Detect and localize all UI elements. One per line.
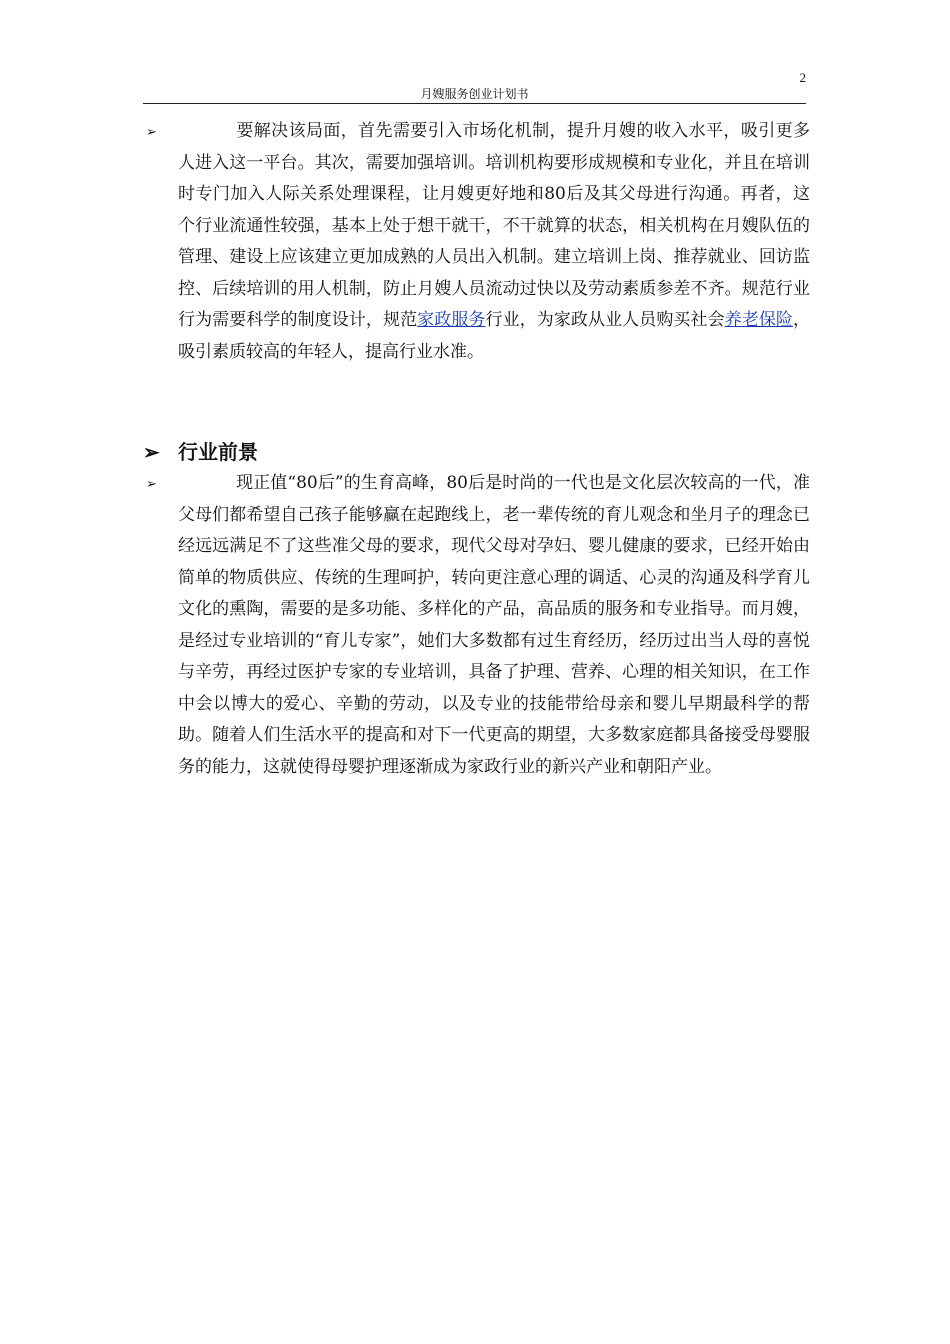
running-header-title: 月嫂服务创业计划书: [143, 86, 806, 104]
paragraph-solution-text-c: ，吸引素质较高的年轻人，提高行业水准。: [178, 310, 811, 362]
section-arrow-icon: ➢: [143, 440, 160, 464]
paragraph-industry-outlook-text: 现正值“80后”的生育高峰，80后是时尚的一代也是文化层次较高的一代，准父母们都希望自己孩子能够赢在起跑线上，老一辈传统的育儿观念和坐月子的理念已经远远满足不了这些准父母的要求，现代父母对孕妇、婴儿健康的要求，已经开始由简单的物质供应、传统的生理呵护，转向更注意心理的调适、心灵的沟通及科学育儿文化的熏陶，需要的是多功能、多样化的产品，高品质的服务和专业指导。而月嫂，是经过专业培训的“育儿专家”，她们大多数都有过生育经历，经历过出当人母的喜悦与辛劳，再经过医护专家的专业培训，具备了护理、营养、心理的相关知识，在工作中会以博大的爱心、辛勤的劳动，以及专业的技能带给母亲和婴儿早期最科学的帮助。随着人们生活水平的提高和对下一代更高的期望，大多数家庭都具备接受母婴服务的能力，这就使得母婴护理逐渐成为家政行业的新兴产业和朝阳产业。: [178, 473, 810, 777]
link-pension-insurance[interactable]: 养老保险: [724, 310, 794, 330]
link-housekeeping-service[interactable]: 家政服务: [417, 310, 486, 330]
bullet-arrow-icon: ➢: [146, 125, 157, 140]
paragraph-solution-text-b: 行业，为家政从业人员购买社会: [485, 310, 725, 330]
bullet-arrow-icon: ➢: [146, 477, 157, 492]
section-heading-industry-outlook: 行业前景: [178, 440, 258, 464]
paragraph-solution-text-a: 要解决该局面，首先需要引入市场化机制，提升月嫂的收入水平，吸引更多人进入这一平台。其次，需要加强培训。培训机构要形成规模和专业化，并且在培训时专门加入人际关系处理课程，让月嫂更好地和80后及其父母进行沟通。再者，这个行业流通性较强，基本上处于想干就干，不干就算的状态，相关机构在月嫂队伍的管理、建设上应该建立更加成熟的人员出入机制。建立培训上岗、推荐就业、回访监控、后续培训的用人机制，防止月嫂人员流动过快以及劳动素质参差不齐。规范行业行为需要科学的制度设计，规范: [178, 121, 810, 330]
paragraph-solution: [178, 116, 810, 368]
paragraph-industry-outlook: [178, 468, 810, 783]
page-number: 2: [799, 70, 806, 85]
